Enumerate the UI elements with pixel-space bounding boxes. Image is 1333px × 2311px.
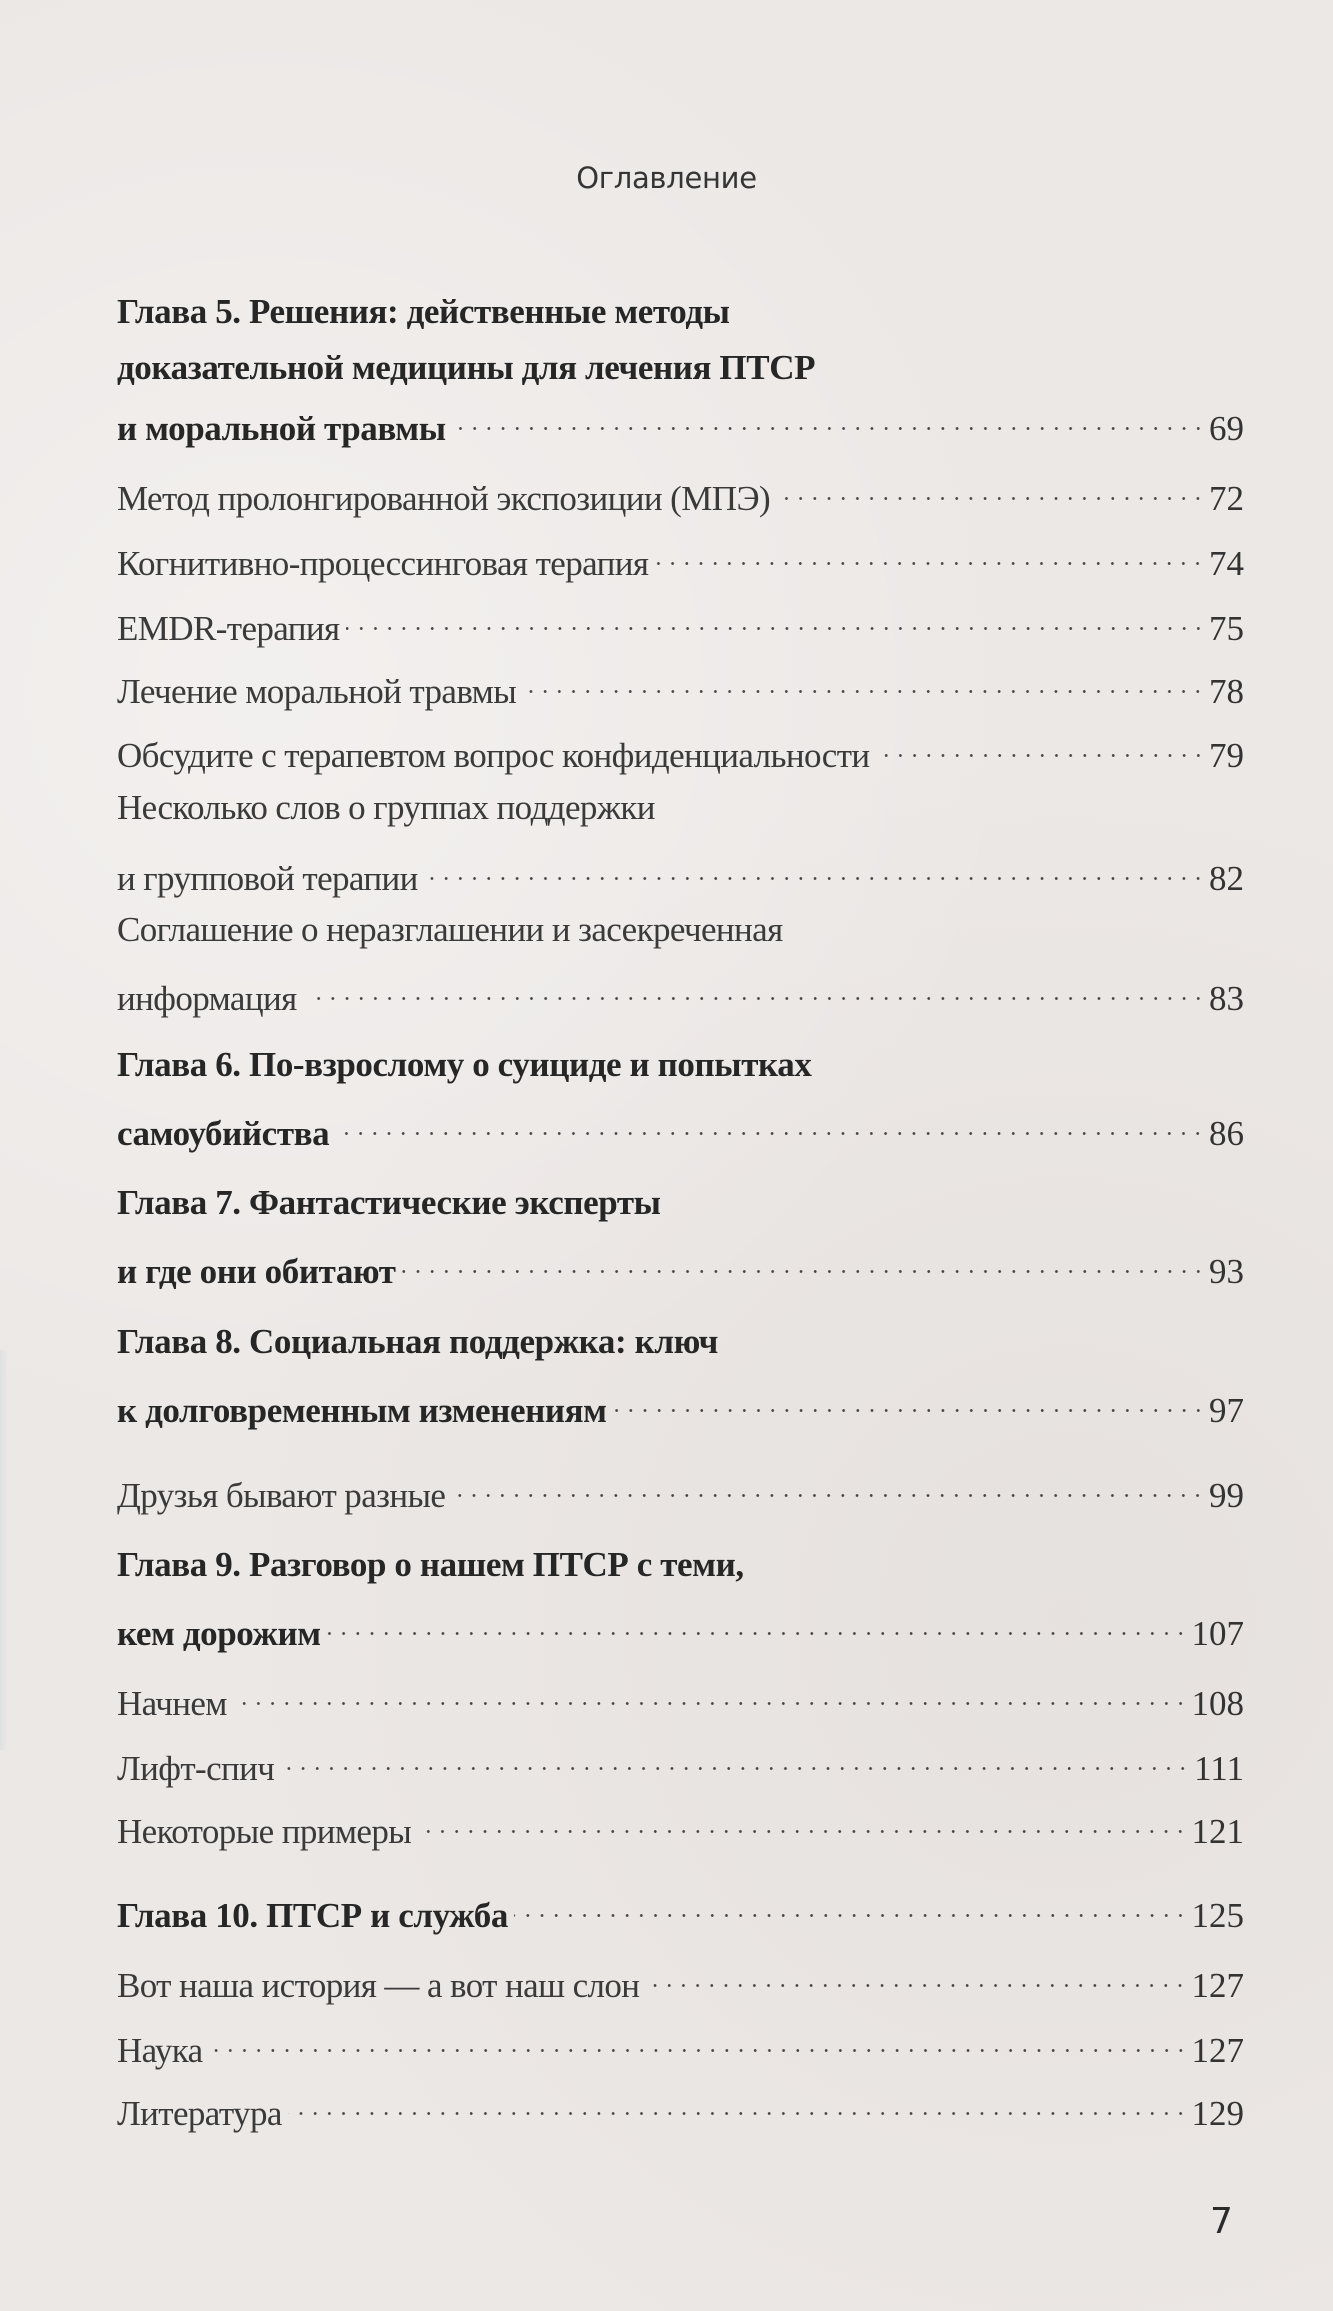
toc-page-number: 78 <box>1209 672 1244 711</box>
dot-leader <box>520 663 1205 703</box>
toc-line <box>117 850 1244 898</box>
toc-page-number: 127 <box>1191 2031 1244 2070</box>
toc-line <box>117 1382 1244 1430</box>
toc-line <box>117 1322 1244 1362</box>
dot-leader <box>333 1105 1205 1145</box>
toc-line <box>117 1467 1244 1515</box>
toc-line <box>117 1957 1244 2005</box>
page-edge-shadow <box>0 1350 8 1750</box>
toc-line <box>117 1675 1244 1723</box>
toc-line <box>117 2022 1244 2070</box>
toc-entry-title: информация <box>117 979 297 1018</box>
dot-leader <box>278 1740 1190 1780</box>
dot-leader <box>231 1675 1188 1715</box>
toc-line <box>117 535 1244 583</box>
toc-line <box>117 1243 1244 1291</box>
dot-leader <box>652 535 1205 575</box>
toc-entry-title: Когнитивно-процессинговая терапия <box>117 544 649 583</box>
toc-line <box>117 1803 1244 1851</box>
dot-leader <box>874 727 1205 767</box>
toc-line <box>117 788 1244 828</box>
toc-page-number: 69 <box>1209 409 1244 448</box>
toc-entry-title: EMDR-терапия <box>117 609 340 648</box>
toc-page-number: 125 <box>1191 1896 1244 1935</box>
toc-entry-title: Лифт-спич <box>117 1749 275 1788</box>
dot-leader <box>315 970 1205 1010</box>
toc-page-number: 107 <box>1191 1614 1244 1653</box>
dot-leader <box>643 1957 1187 1997</box>
toc-entry-title: и моральной травмы <box>117 409 446 448</box>
toc-line <box>117 910 1244 950</box>
dot-leader <box>512 1887 1188 1927</box>
toc-page-number: 127 <box>1191 1966 1244 2005</box>
toc-entry-title: Глава 7. Фантастические эксперты <box>117 1183 661 1222</box>
page-number: 7 <box>1210 2201 1233 2242</box>
toc-entry-title: и групповой терапии <box>117 859 418 898</box>
toc-entry-title: кем дорожим <box>117 1614 321 1653</box>
dot-leader <box>286 2085 1188 2125</box>
running-head: Оглавление <box>576 161 757 195</box>
toc-page-number: 74 <box>1209 544 1244 583</box>
toc-line <box>117 1105 1244 1153</box>
dot-leader <box>422 850 1205 890</box>
toc-entry-title: Некоторые примеры <box>117 1812 412 1851</box>
toc-page-number: 97 <box>1209 1391 1244 1430</box>
dot-leader <box>774 470 1205 510</box>
toc-entry-title: Наука <box>117 2031 203 2070</box>
toc-entry-title: Соглашение о неразглашении и засекреченная <box>117 910 783 949</box>
dot-leader <box>400 1243 1205 1283</box>
toc-entry-title: Глава 8. Социальная поддержка: ключ <box>117 1322 718 1361</box>
toc-page-number: 83 <box>1209 979 1244 1018</box>
toc-line <box>117 470 1244 518</box>
toc-line <box>117 1887 1244 1935</box>
toc-entry-title: Начнем <box>117 1684 227 1723</box>
toc-line <box>117 400 1244 448</box>
toc-page-number: 75 <box>1209 609 1244 648</box>
toc-line <box>117 970 1244 1018</box>
toc-entry-title: Глава 10. ПТСР и служба <box>117 1896 508 1935</box>
toc-line <box>117 1545 1244 1585</box>
toc-entry-title: Глава 9. Разговор о нашем ПТСР с теми, <box>117 1545 744 1584</box>
toc-line <box>117 1740 1244 1788</box>
dot-leader <box>344 600 1205 640</box>
dot-leader <box>450 400 1205 440</box>
toc-line <box>117 1183 1244 1223</box>
toc-entry-title: Несколько слов о группах поддержки <box>117 788 655 827</box>
toc-entry-title: Обсудите с терапевтом вопрос конфиденциальности <box>117 736 870 775</box>
toc-line <box>117 2085 1244 2133</box>
toc-line <box>117 727 1244 775</box>
toc-entry-title: Литература <box>117 2094 282 2133</box>
toc-line <box>117 292 1244 332</box>
toc-page-number: 111 <box>1194 1749 1244 1788</box>
toc-page-number: 108 <box>1191 1684 1244 1723</box>
toc-entry-title: Глава 6. По-взрослому о суициде и попытках <box>117 1045 812 1084</box>
toc-page-number: 99 <box>1209 1476 1244 1515</box>
dot-leader <box>325 1605 1188 1645</box>
toc-page-number: 72 <box>1209 479 1244 518</box>
toc-page-number: 79 <box>1209 736 1244 775</box>
dot-leader <box>415 1803 1187 1843</box>
toc-line <box>117 1045 1244 1085</box>
toc-entry-title: Друзья бывают разные <box>117 1476 446 1515</box>
toc-line <box>117 348 1244 388</box>
dot-leader <box>611 1382 1205 1422</box>
toc-page-number: 93 <box>1209 1252 1244 1291</box>
toc-line <box>117 663 1244 711</box>
toc-entry-title: к долговременным изменениям <box>117 1391 607 1430</box>
toc-entry-title: доказательной медицины для лечения ПТСР <box>117 348 816 387</box>
toc-entry-title: Вот наша история — а вот наш слон <box>117 1966 640 2005</box>
dot-leader <box>207 2022 1188 2062</box>
toc-page-number: 121 <box>1191 1812 1244 1851</box>
toc-entry-title: Метод пролонгированной экспозиции (МПЭ) <box>117 479 770 518</box>
toc-entry-title: самоубийства <box>117 1114 330 1153</box>
toc-entry-title: Лечение моральной травмы <box>117 672 517 711</box>
toc-entry-title: и где они обитают <box>117 1252 396 1291</box>
toc-page-number: 86 <box>1209 1114 1244 1153</box>
dot-leader <box>449 1467 1205 1507</box>
toc-entry-title: Глава 5. Решения: действенные методы <box>117 292 730 331</box>
toc-line <box>117 600 1244 648</box>
toc-page-number: 82 <box>1209 859 1244 898</box>
toc-line <box>117 1605 1244 1653</box>
toc-page-number: 129 <box>1191 2094 1244 2133</box>
